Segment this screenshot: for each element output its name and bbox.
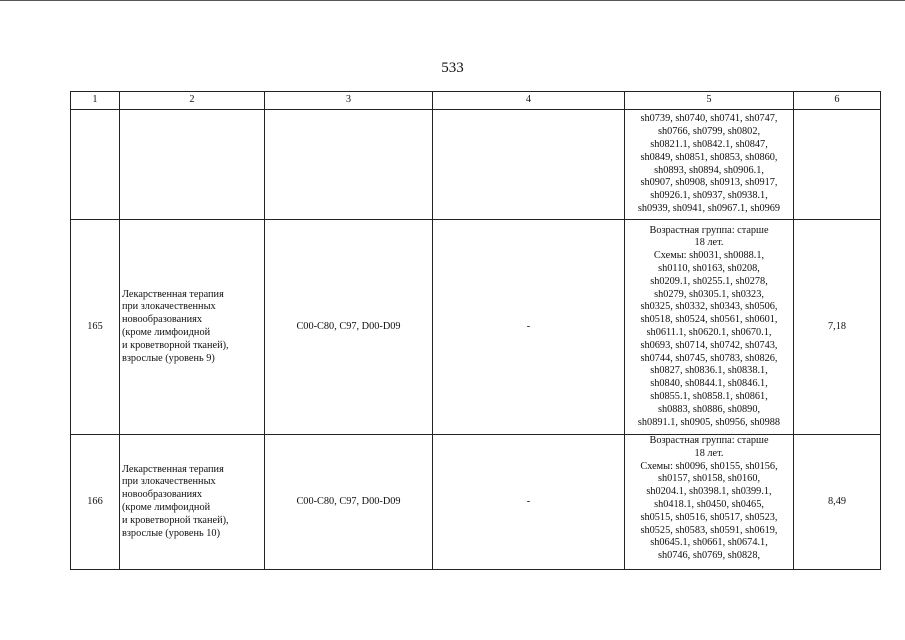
coefficient-cell <box>794 110 881 220</box>
schemes-line: sh0746, sh0769, sh0828, <box>657 550 761 562</box>
schemes-line: Возрастная группа: старше <box>649 224 769 236</box>
schemes-line: sh0693, sh0714, sh0742, sh0743, <box>640 339 778 351</box>
table-row <box>71 110 881 220</box>
schemes-line: sh0518, sh0524, sh0561, sh0601, <box>640 314 778 326</box>
diagnosis-codes-cell: C00-C80, C97, D00-D09 <box>265 220 433 435</box>
schemes-line: sh0209.1, sh0255.1, sh0278, <box>650 275 768 287</box>
group-name-line: новообразованиях <box>122 314 203 326</box>
column-header: 4 <box>433 92 625 110</box>
group-name-cell <box>120 220 265 435</box>
column-header: 1 <box>71 92 120 110</box>
column-header: 6 <box>794 92 881 110</box>
schemes-line: sh0907, sh0908, sh0913, sh0917, <box>640 177 778 189</box>
column-4-cell: - <box>433 220 625 435</box>
schemes-line: sh0525, sh0583, sh0591, sh0619, <box>640 524 778 536</box>
schemes-line: sh0840, sh0844.1, sh0846.1, <box>650 378 768 390</box>
schemes-line: sh0855.1, sh0858.1, sh0861, <box>650 390 768 402</box>
schemes-line: sh0325, sh0332, sh0343, sh0506, <box>640 301 778 313</box>
schemes-line: sh0157, sh0158, sh0160, <box>657 473 761 485</box>
schemes-line: sh0110, sh0163, sh0208, <box>658 263 760 275</box>
table-row <box>71 220 881 435</box>
schemes-line: sh0926.1, sh0937, sh0938.1, <box>650 190 768 202</box>
schemes-line: Схемы: sh0031, sh0088.1, <box>653 250 765 262</box>
schemes-line: Возрастная группа: старше <box>649 435 769 446</box>
schemes-line: sh0611.1, sh0620.1, sh0670.1, <box>646 327 772 338</box>
group-name-cell <box>120 435 265 570</box>
group-name-line: при злокачественных <box>122 476 216 488</box>
coefficient-cell: 7,18 <box>794 220 881 435</box>
schemes-line: sh0418.1, sh0450, sh0465, <box>654 498 764 510</box>
schemes-cell <box>625 110 794 220</box>
column-4-cell <box>433 110 625 220</box>
schemes-line: sh0279, sh0305.1, sh0323, <box>654 288 764 300</box>
column-header: 3 <box>265 92 433 110</box>
column-4-cell: - <box>433 435 625 570</box>
table-row <box>71 435 881 570</box>
schemes-line: 18 лет. <box>694 447 724 459</box>
schemes-line: sh0891.1, sh0905, sh0956, sh0988 <box>637 416 781 428</box>
schemes-line: sh0883, sh0886, sh0890, <box>657 403 761 415</box>
diagnosis-codes-cell <box>265 110 433 220</box>
schemes-line: sh0827, sh0836.1, sh0838.1, <box>650 365 768 377</box>
row-number-cell: 166 <box>71 435 120 570</box>
tariff-table <box>70 91 881 570</box>
group-name-line: при злокачественных <box>122 301 216 313</box>
schemes-cell <box>625 435 794 570</box>
schemes-line: sh0739, sh0740, sh0741, sh0747, <box>640 113 778 125</box>
group-name-line: (кроме лимфоидной <box>122 502 211 513</box>
group-name-line: и кроветворной тканей), <box>122 514 229 526</box>
group-name-cell <box>120 110 265 220</box>
schemes-line: sh0204.1, sh0398.1, sh0399.1, <box>646 486 772 498</box>
group-name-line: новообразованиях <box>122 489 203 501</box>
schemes-line: sh0821.1, sh0842.1, sh0847, <box>650 138 768 150</box>
schemes-line: sh0744, sh0745, sh0783, sh0826, <box>640 352 778 364</box>
scan-edge-line <box>0 0 905 1</box>
group-name-line: и кроветворной тканей), <box>122 339 229 351</box>
diagnosis-codes-cell: C00-C80, C97, D00-D09 <box>265 435 433 570</box>
schemes-line: sh0515, sh0516, sh0517, sh0523, <box>640 511 778 523</box>
schemes-line: 18 лет. <box>694 237 724 249</box>
row-number-cell <box>71 110 120 220</box>
group-name-line: (кроме лимфоидной <box>122 327 211 338</box>
coefficient-cell: 8,49 <box>794 435 881 570</box>
schemes-line: sh0766, sh0799, sh0802, <box>657 126 761 138</box>
page-number: 533 <box>441 60 464 76</box>
group-name-line: Лекарственная терапия <box>122 288 224 300</box>
schemes-line: sh0849, sh0851, sh0853, sh0860, <box>640 151 778 163</box>
schemes-line: Схемы: sh0096, sh0155, sh0156, <box>640 460 778 472</box>
schemes-cell <box>625 220 794 435</box>
column-header: 2 <box>120 92 265 110</box>
group-name-line: Лекарственная терапия <box>122 463 224 475</box>
group-name-line: взрослые (уровень 9) <box>122 352 215 364</box>
schemes-line: sh0893, sh0894, sh0906.1, <box>654 164 764 176</box>
column-header: 5 <box>625 92 794 110</box>
schemes-line: sh0645.1, sh0661, sh0674.1, <box>650 537 768 549</box>
schemes-line: sh0939, sh0941, sh0967.1, sh0969 <box>637 202 781 214</box>
table-header-row <box>71 92 881 110</box>
group-name-line: взрослые (уровень 10) <box>122 527 221 539</box>
row-number-cell: 165 <box>71 220 120 435</box>
